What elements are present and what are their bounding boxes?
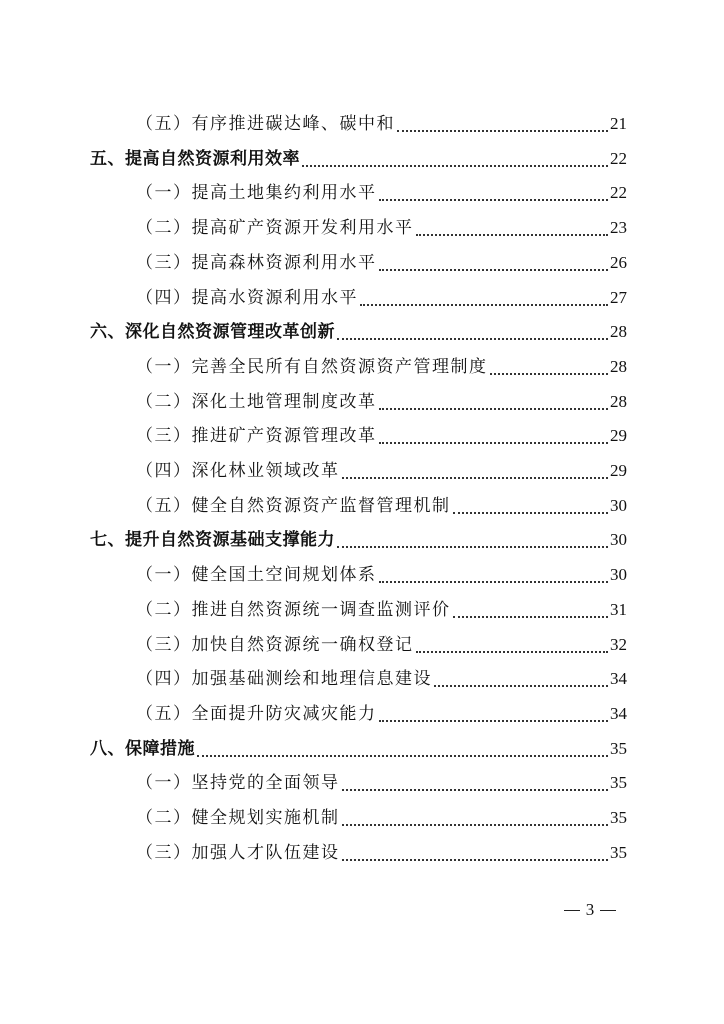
toc-entry-page: 32	[610, 635, 627, 654]
toc-entry-page: 27	[610, 288, 627, 307]
toc-section-entry[interactable]	[90, 145, 627, 173]
toc-dot-leader	[453, 615, 609, 618]
toc-entry-page: 30	[610, 496, 627, 515]
toc-entry-page: 35	[610, 808, 627, 827]
toc-entry-page: 21	[610, 114, 627, 133]
toc-entry-title: （二）健全规划实施机制	[136, 808, 340, 828]
toc-dot-leader	[434, 684, 608, 687]
toc-subsection-entry[interactable]	[136, 179, 627, 207]
toc-entry-page: 31	[610, 600, 627, 619]
toc-subsection-entry[interactable]	[136, 388, 627, 416]
toc-subsection-entry[interactable]	[136, 561, 627, 589]
toc-dot-leader	[337, 337, 608, 340]
toc-entry-title: （二）推进自然资源统一调查监测评价	[136, 600, 451, 620]
toc-entry-page: 26	[610, 253, 627, 272]
toc-dot-leader	[337, 545, 608, 548]
toc-dot-leader	[379, 198, 609, 201]
toc-subsection-entry[interactable]	[136, 700, 627, 728]
toc-entry-title: （四）深化林业领域改革	[136, 461, 340, 481]
toc-entry-page: 34	[610, 704, 627, 723]
toc-subsection-entry[interactable]	[136, 769, 627, 797]
toc-dot-leader	[416, 233, 609, 236]
toc-dot-leader	[197, 754, 608, 757]
footer-dash-left	[564, 910, 580, 911]
toc-entry-page: 35	[610, 773, 627, 792]
toc-dot-leader	[342, 788, 609, 791]
toc-dot-leader	[397, 129, 608, 132]
toc-entry-title: （一）坚持党的全面领导	[136, 773, 340, 793]
toc-dot-leader	[360, 303, 608, 306]
toc-entry-title: （五）有序推进碳达峰、碳中和	[136, 114, 395, 134]
toc-subsection-entry[interactable]	[136, 422, 627, 450]
toc-entry-title: 六、深化自然资源管理改革创新	[90, 322, 335, 342]
toc-dot-leader	[490, 372, 609, 375]
toc-dot-leader	[379, 719, 609, 722]
toc-subsection-entry[interactable]	[136, 804, 627, 832]
toc-dot-leader	[302, 164, 608, 167]
toc-entry-title: （一）完善全民所有自然资源资产管理制度	[136, 357, 488, 377]
toc-section-entry[interactable]	[90, 318, 627, 346]
toc-entry-title: 五、提高自然资源利用效率	[90, 149, 300, 169]
toc-entry-page: 30	[610, 530, 627, 549]
toc-entry-title: （二）深化土地管理制度改革	[136, 392, 377, 412]
toc-dot-leader	[342, 823, 609, 826]
toc-entry-page: 29	[610, 426, 627, 445]
toc-subsection-entry[interactable]	[136, 249, 627, 277]
toc-entry-title: （三）推进矿产资源管理改革	[136, 426, 377, 446]
toc-entry-title: （一）健全国土空间规划体系	[136, 565, 377, 585]
toc-dot-leader	[379, 441, 609, 444]
toc-entry-title: （一）提高土地集约利用水平	[136, 183, 377, 203]
toc-entry-page: 35	[610, 843, 627, 862]
toc-entry-title: （三）加快自然资源统一确权登记	[136, 635, 414, 655]
toc-subsection-entry[interactable]	[136, 457, 627, 485]
toc-subsection-entry[interactable]	[136, 284, 627, 312]
toc-entry-title: （五）全面提升防灾减灾能力	[136, 704, 377, 724]
toc-entry-title: （二）提高矿产资源开发利用水平	[136, 218, 414, 238]
toc-dot-leader	[453, 511, 609, 514]
toc-entry-title: （五）健全自然资源资产监督管理机制	[136, 496, 451, 516]
toc-entry-page: 29	[610, 461, 627, 480]
toc-entry-title: （三）加强人才队伍建设	[136, 843, 340, 863]
footer-dash-right	[600, 910, 616, 911]
toc-dot-leader	[342, 858, 609, 861]
toc-entry-title: 八、保障措施	[90, 739, 195, 759]
toc-entry-title: （三）提高森林资源利用水平	[136, 253, 377, 273]
toc-subsection-entry[interactable]	[136, 631, 627, 659]
toc-dot-leader	[379, 580, 609, 583]
toc-entry-page: 28	[610, 392, 627, 411]
toc-entry-page: 34	[610, 669, 627, 688]
toc-dot-leader	[342, 476, 609, 479]
page-footer	[560, 898, 620, 922]
toc-subsection-entry[interactable]	[136, 596, 627, 624]
page-number: 3	[585, 900, 595, 919]
toc-subsection-entry[interactable]	[136, 353, 627, 381]
toc-dot-leader	[379, 268, 609, 271]
toc-subsection-entry[interactable]	[136, 492, 627, 520]
toc-entry-page: 28	[610, 357, 627, 376]
toc-dot-leader	[416, 650, 609, 653]
toc-entry-title: 七、提升自然资源基础支撑能力	[90, 530, 335, 550]
toc-subsection-entry[interactable]	[136, 110, 627, 138]
toc-subsection-entry[interactable]	[136, 214, 627, 242]
toc-entry-title: （四）提高水资源利用水平	[136, 288, 358, 308]
toc-entry-page: 30	[610, 565, 627, 584]
toc-entry-page: 23	[610, 218, 627, 237]
toc-entry-page: 22	[610, 183, 627, 202]
toc-entry-title: （四）加强基础测绘和地理信息建设	[136, 669, 432, 689]
toc-entry-page: 28	[610, 322, 627, 341]
toc-section-entry[interactable]	[90, 735, 627, 763]
toc-dot-leader	[379, 407, 609, 410]
toc-entry-page: 22	[610, 149, 627, 168]
toc-section-entry[interactable]	[90, 526, 627, 554]
toc-subsection-entry[interactable]	[136, 665, 627, 693]
toc-entry-page: 35	[610, 739, 627, 758]
toc-subsection-entry[interactable]	[136, 839, 627, 867]
